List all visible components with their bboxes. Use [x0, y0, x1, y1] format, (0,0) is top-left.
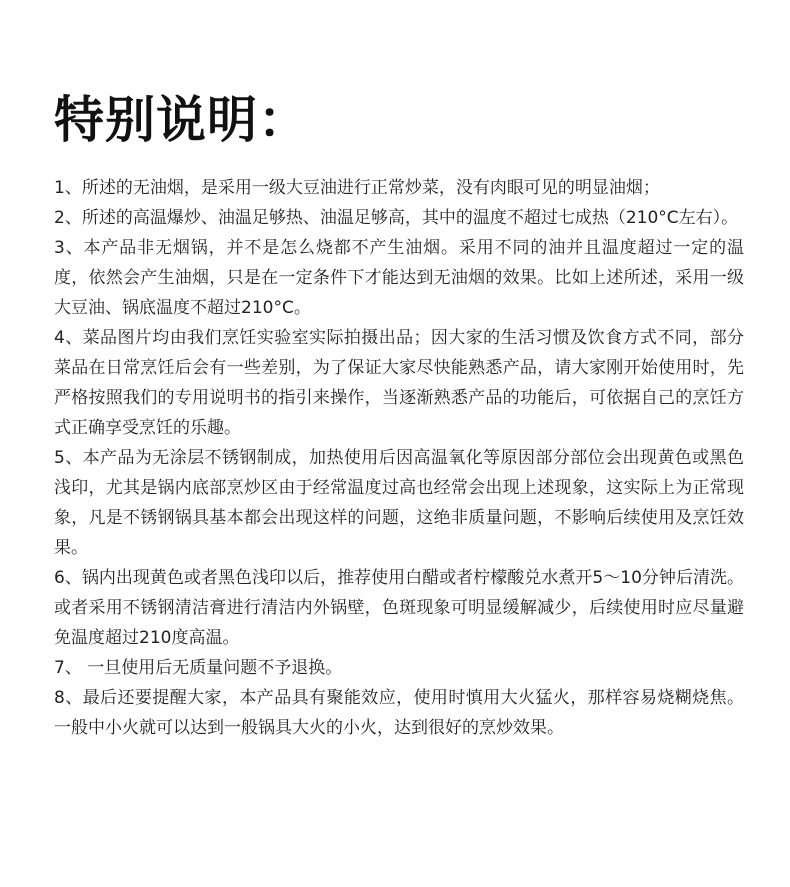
note-item-1: 1、所述的无油烟，是采用一级大豆油进行正常炒菜，没有肉眼可见的明显油烟；	[54, 178, 660, 198]
note-item-5: 5、本产品为无涂层不锈钢制成，加热使用后因高温氧化等原因部分部位会出现黄色或黑色浅印，尤其是锅内底部烹炒区由于经常温度过高也经常会出现上述现象，这实际上为正常现象，凡是不锈钢锅具基本都会出现这样的问题，这绝非质量问题，不影响后续使用及烹饪效果。	[54, 448, 744, 558]
note-item-8: 8、最后还要提醒大家，本产品具有聚能效应，使用时慎用大火猛火，那样容易烧糊烧焦。一般中小火就可以达到一般锅具大火的小火，达到很好的烹炒效果。	[54, 688, 744, 738]
note-item-3: 3、本产品非无烟锅，并不是怎么烧都不产生油烟。采用不同的油并且温度超过一定的温度，依然会产生油烟，只是在一定条件下才能达到无油烟的效果。比如上述所述，采用一级大豆油、锅底温度不超过210°C。	[54, 238, 744, 318]
page-title: 特别说明：	[54, 91, 309, 149]
note-item-7: 7、 一旦使用后无质量问题不予退换。	[54, 658, 343, 678]
note-item-6: 6、锅内出现黄色或者黑色浅印以后，推荐使用白醋或者柠檬酸兑水煮开5～10分钟后清洗。或者采用不锈钢清洁膏进行清洁内外锅壁，色斑现象可明显缓解减少，后续使用时应尽量避免温度超过210度高温。	[54, 568, 744, 648]
note-item-2: 2、所述的高温爆炒、油温足够热、油温足够高，其中的温度不超过七成热（210°C左右）。	[54, 208, 739, 228]
notes-list	[54, 173, 744, 743]
note-item-4: 4、菜品图片均由我们烹饪实验室实际拍摄出品；因大家的生活习惯及饮食方式不同，部分菜品在日常烹饪后会有一些差别，为了保证大家尽快能熟悉产品，请大家刚开始使用时，先严格按照我们的专用说明书的指引来操作，当逐渐熟悉产品的功能后，可依据自己的烹饪方式正确享受烹饪的乐趣。	[54, 328, 744, 438]
